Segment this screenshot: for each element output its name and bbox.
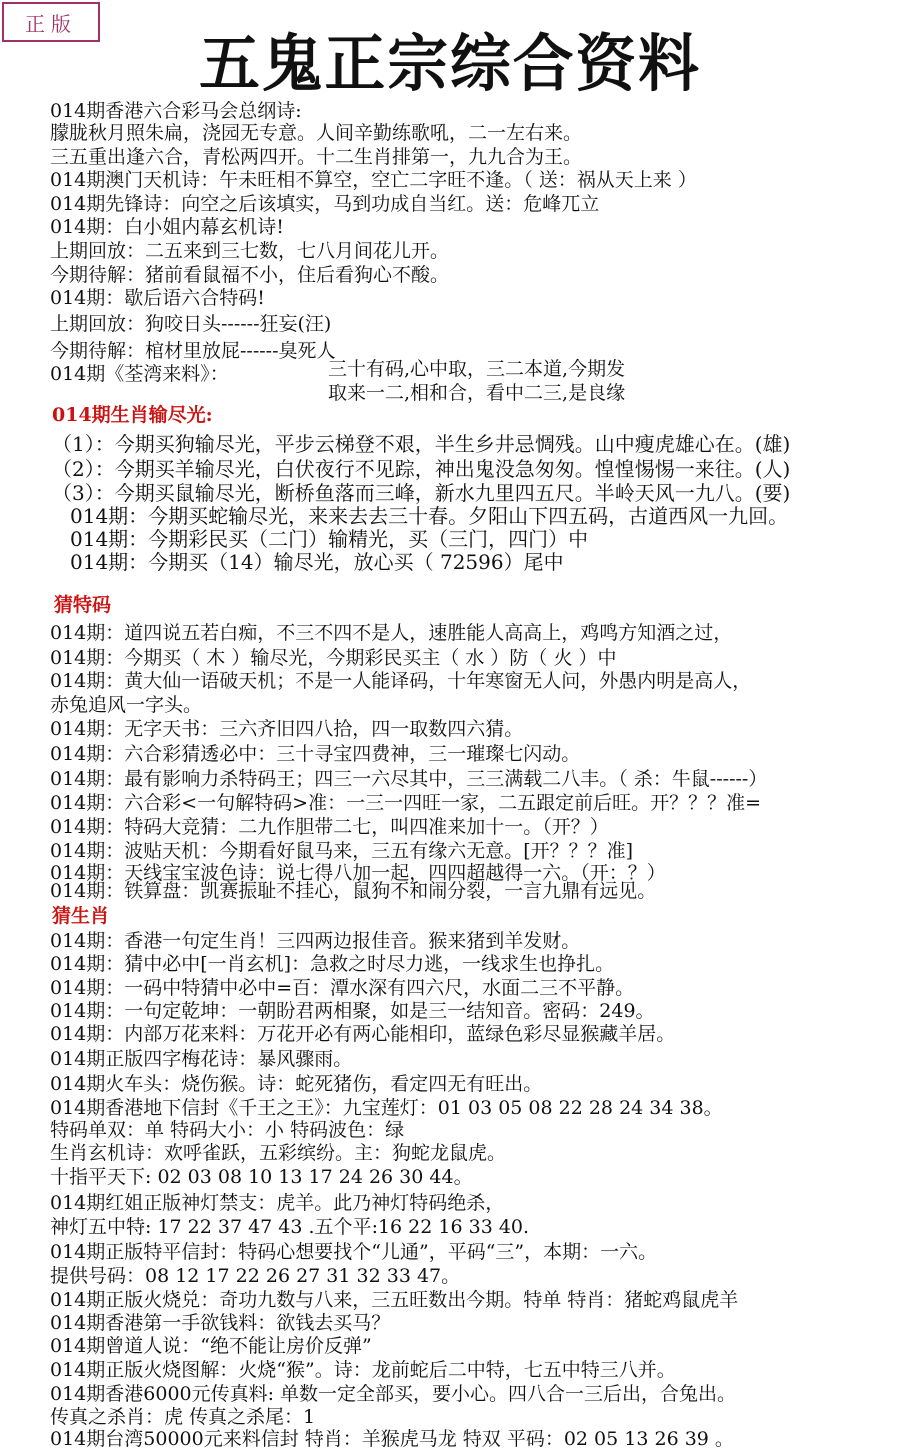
text-line: 014期先锋诗：向空之后该填实，马到功成自当红。送：危峰兀立 xyxy=(50,193,600,215)
text-line: 014期：今期彩民买（二门）输精光，买（三门，四门）中 xyxy=(70,527,589,551)
text-line: 014期：六合彩<一句解特码>准：一三一四旺一家，二五跟定前后旺。开？？？准= xyxy=(50,792,762,814)
text-line: 三十有码,心中取，三二本道,今期发 xyxy=(328,358,626,380)
text-line: 特码单双：单 特码大小：小 特码波色：绿 xyxy=(50,1119,405,1141)
text-line: 014期香港第一手欲钱料：欲钱去买马？ xyxy=(50,1312,391,1334)
text-line: 014期正版火烧兑：奇功九数与八来，三五旺数出今期。特单 特肖：猪蛇鸡鼠虎羊 xyxy=(50,1289,739,1311)
text-line: 赤兔追风一字头。 xyxy=(50,694,203,716)
text-line: 014期：六合彩猜透必中：三十寻宝四费神，三一璀璨七闪动。 xyxy=(50,743,581,765)
text-line: 014期：波贴天机：今期看好鼠马来，三五有缘六无意。[开？？？准] xyxy=(50,840,634,862)
text-line: 上期回放：二五来到三七数，七八月间花儿开。 xyxy=(50,240,450,262)
text-line: （1）：今期买狗输尽光，平步云梯登不艰，半生乡井忌惆残。山中瘦虎雄心在。(雄) xyxy=(52,432,791,456)
text-line: 神灯五中特: 17 22 37 47 43 .五个平:16 22 16 33 40. xyxy=(50,1216,530,1238)
text-line: 传真之杀肖：虎 传真之杀尾：1 xyxy=(50,1406,316,1428)
text-line: 014期香港地下信封《千王之王》：九宝莲灯：01 03 05 08 22 28 24 34 38。 xyxy=(50,1097,723,1119)
text-line: 014期《荃湾来料》： xyxy=(50,363,229,385)
section-heading: 014期生肖输尽光: xyxy=(52,404,213,426)
text-line: （2）：今期买羊输尽光，白伏夜行不见踪，神出鬼没急匆匆。惶惶惕惕一来往。(人) xyxy=(52,457,791,481)
text-line: 014期：特码大竞猜：二九作胆带二七，叫四准来加十一。（开？） xyxy=(50,816,609,838)
text-line: 014期：香港一句定生肖！三四两边报佳音。猴来猪到羊发财。 xyxy=(50,930,581,952)
text-line: 014期：今期买蛇输尽光，来来去去三十春。夕阳山下四五码，古道西风一九回。 xyxy=(70,504,789,528)
text-line: 014期台湾50000元来料信封 特肖：羊猴虎马龙 特双 平码：02 05 13 26 39 。 xyxy=(50,1428,734,1450)
section-heading: 猜生肖 xyxy=(52,905,110,927)
text-line: 014期：一码中特猜中必中=百：潭水深有四六尺，水面二三不平静。 xyxy=(50,977,635,999)
text-line: 014期：铁算盘：凯赛振耻不挂心，鼠狗不和闹分裂，一言九鼎有远见。 xyxy=(50,880,657,902)
text-line: 今期待解：棺材里放屁------臭死人 xyxy=(50,340,336,362)
text-line: 014期：今期买（14）输尽光，放心买（ 72596）尾中 xyxy=(70,550,564,574)
text-line: 014期香港六合彩马会总纲诗: xyxy=(50,100,302,122)
text-line: 朦胧秋月照朱扁，浇园无专意。人间辛勤练歌吼，二一左右来。 xyxy=(50,122,583,144)
text-line: 014期：无字天书：三六齐旧四八拾，四一取数四六猜。 xyxy=(50,718,524,740)
text-line: 取来一二,相和合，看中二三,是良缘 xyxy=(328,382,626,404)
text-line: 十指平天下: 02 03 08 10 13 17 24 26 30 44。 xyxy=(50,1166,473,1188)
text-line: 014期：猜中必中[一肖玄机]：急救之时尽力逃，一线求生也挣扎。 xyxy=(50,953,615,975)
text-line: 014期：歇后语六合特码! xyxy=(50,287,265,309)
text-line: 014期香港6000元传真料: 单数一定全部买，要小心。四八合一三后出，合兔出。 xyxy=(50,1383,737,1405)
text-line: 014期：一句定乾坤：一朝盼君两相聚，如是三一结知音。密码：249。 xyxy=(50,1000,655,1022)
text-line: 014期正版特平信封：特码心想要找个“儿通”，平码“三”，本期：一六。 xyxy=(50,1241,658,1263)
text-line: 上期回放：狗咬日头------狂妄(汪) xyxy=(50,313,332,335)
text-line: 提供号码：08 12 17 22 26 27 31 32 33 47。 xyxy=(50,1265,461,1287)
text-line: 014期：最有影响力杀特码王；四三一六尽其中，三三满载二八丰。（ 杀：牛鼠------） xyxy=(50,768,768,790)
text-line: 014期：今期买（ 木 ）输尽光，今期彩民买主（ 水 ）防（ 火 ）中 xyxy=(50,647,617,669)
text-line: 014期：白小姐内幕玄机诗! xyxy=(50,216,284,238)
text-line: 014期火车头：烧伤猴。诗：蛇死猪伤，看定四无有旺出。 xyxy=(50,1073,543,1095)
text-line: 014期曾道人说：“绝不能让房价反弹” xyxy=(50,1335,372,1357)
section-heading: 猜特码 xyxy=(54,594,112,616)
edition-badge: 正版 xyxy=(2,2,100,42)
text-line: 014期：内部万花来料：万花开必有两心能相印，蓝绿色彩尽显猴藏羊居。 xyxy=(50,1023,676,1045)
text-line: 三五重出逢六合，青松两四开。十二生肖排第一，九九合为王。 xyxy=(50,146,583,168)
text-line: 生肖玄机诗：欢呼雀跃，五彩缤纷。主：狗蛇龙鼠虎。 xyxy=(50,1142,507,1164)
text-line: 014期澳门天机诗：午未旺相不算空，空亡二字旺不逢。（ 送：祸从天上来 ） xyxy=(50,169,697,191)
text-line: 014期：天线宝宝波色诗：说七得八加一起，四四超越得一六。（开：？） xyxy=(50,862,666,884)
text-line: 014期：黄大仙一语破天机；不是一人能译码，十年寒窗无人问，外愚内明是高人， xyxy=(50,670,752,692)
text-line: 今期待解：猪前看鼠福不小，住后看狗心不酸。 xyxy=(50,264,450,286)
text-line: 014期红姐正版神灯禁支：虎羊。此乃神灯特码绝杀， xyxy=(50,1192,505,1214)
text-line: （3）：今期买鼠输尽光，断桥鱼落而三峰，新水九里四五尺。半岭天风一九八。(要) xyxy=(52,481,791,505)
page-title: 五鬼正宗综合资料 xyxy=(199,27,701,100)
text-line: 014期正版四字梅花诗：暴风骤雨。 xyxy=(50,1048,353,1070)
text-line: 014期：道四说五若白痴，不三不四不是人，速胜能人高高上，鸡鸣方知酒之过， xyxy=(50,622,733,644)
text-line: 014期正版火烧图解：火烧“猴”。诗：龙前蛇后二中特，七五中特三八并。 xyxy=(50,1359,676,1381)
